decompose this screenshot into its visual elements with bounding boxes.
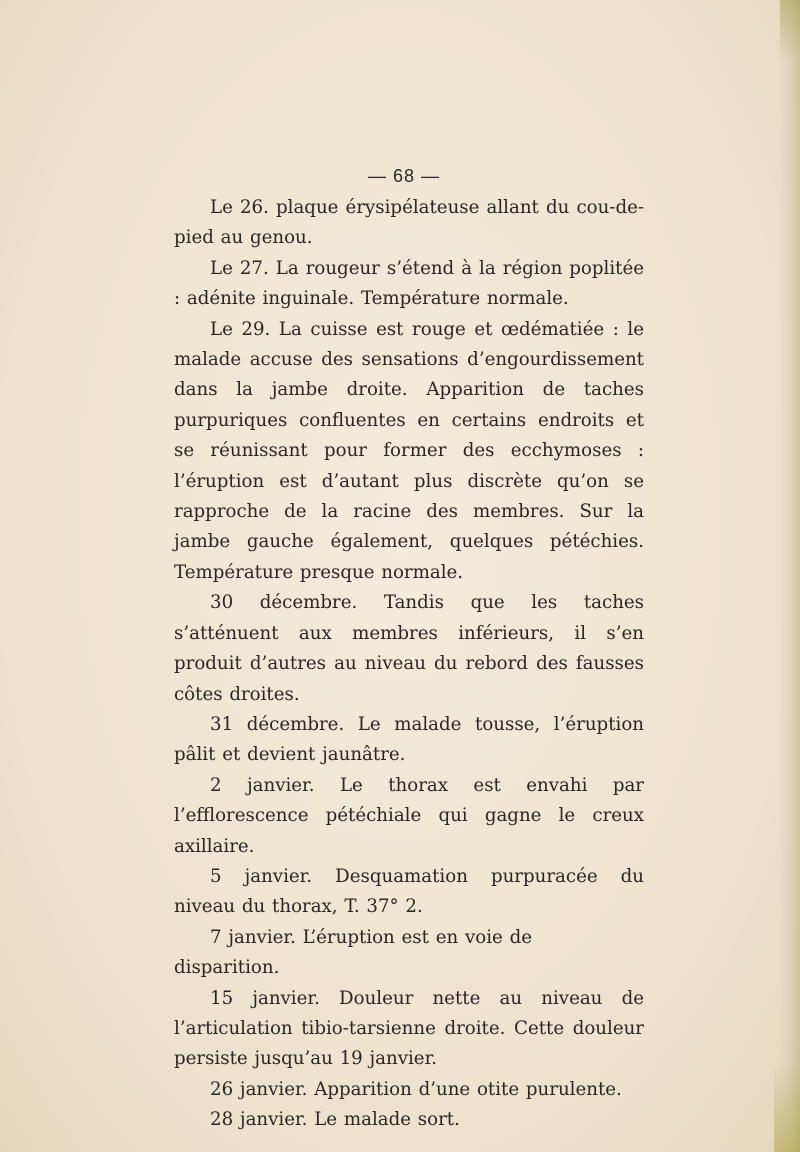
- page-corner-stain-top: [780, 0, 800, 60]
- page-corner-stain-bottom: [774, 1062, 800, 1152]
- paragraph-jan-26: 26 janvier. Apparition d’une otite purulente.: [210, 1078, 622, 1100]
- body-text: [174, 193, 644, 1136]
- page-edge-shadow: [778, 0, 800, 1152]
- paragraph-dec-31: 31 décembre. Le malade tousse, l’éruption pâlit et devient jaunâtre.: [174, 713, 644, 766]
- paragraph-jan-2: 2 janvier. Le thorax est envahi par l’efflorescence pétéchiale qui gagne le creux axillaire.: [174, 774, 644, 857]
- paragraph-day-29: Le 29. La cuisse est rouge et œdématiée : le malade accuse des sensations d’engourdissement dans la jambe droite. Apparition de taches purpuriques confluentes en certains endroits et se réunissant pour former des ecchymoses : l’éruption est d’autant plus discrète qu’on se rapproche de la racine des membres. Sur la jambe gauche également, quelques pétéchies. Température presque normale.: [174, 318, 644, 583]
- paragraph-jan-7: 7 janvier. L’éruption est en voie de disparition.: [174, 926, 532, 979]
- paragraph-day-27: Le 27. La rougeur s’étend à la région poplitée : adénite inguinale. Température normale.: [174, 257, 644, 310]
- page-number: — 68 —: [368, 166, 441, 186]
- paragraph-day-26: Le 26. plaque érysipélateuse allant du cou-de-pied au genou.: [174, 197, 644, 249]
- paragraph-dec-30: 30 décembre. Tandis que les taches s’atténuent aux membres inférieurs, il s’en produit d’autres au niveau du rebord des fausses côtes droites.: [174, 592, 644, 705]
- paragraph-jan-5: 5 janvier. Desquamation purpuracée du niveau du thorax, T. 37° 2.: [174, 865, 644, 918]
- paragraph-jan-15: 15 janvier. Douleur nette au niveau de l’articulation tibio-tarsienne droite. Cette douleur persiste jusqu’au 19 janvier.: [174, 987, 644, 1070]
- paragraph-jan-28: 28 janvier. Le malade sort.: [210, 1109, 460, 1131]
